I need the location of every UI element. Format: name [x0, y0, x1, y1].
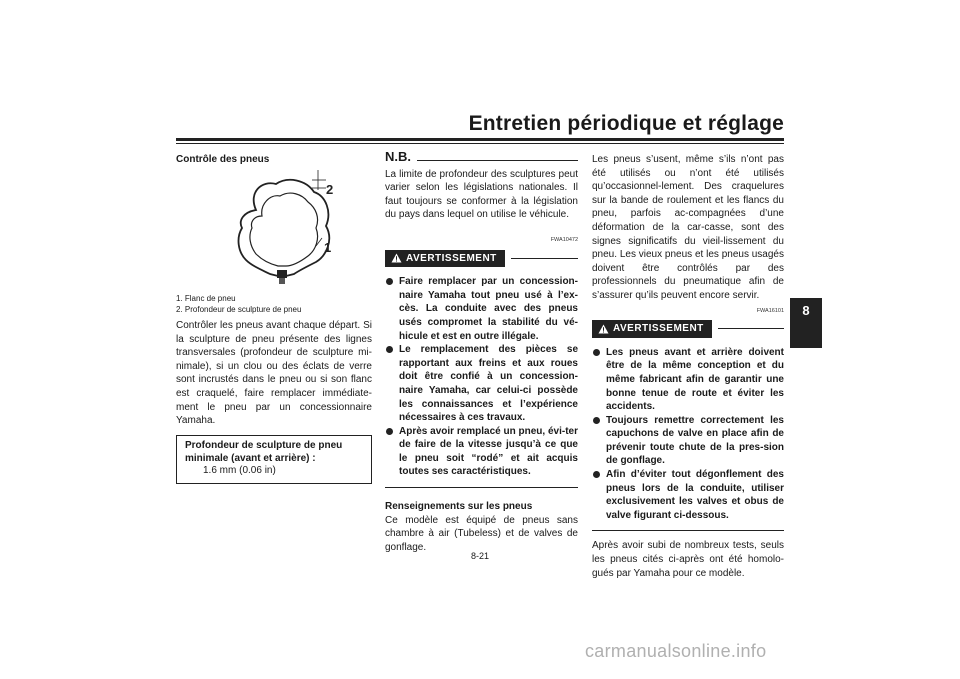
figure-label-1: 1 [324, 240, 332, 255]
warning-rule [511, 258, 578, 259]
warning-list [592, 346, 784, 523]
figure-captions [176, 294, 372, 315]
warning-item [385, 275, 578, 343]
left-body [176, 319, 372, 428]
bullet-icon [593, 471, 600, 478]
page-number: 8-21 [470, 551, 489, 561]
warning-badge [592, 320, 712, 338]
bullet-icon [386, 346, 393, 353]
warning-code: FWA16101 [756, 307, 784, 314]
header-rule-thin [176, 143, 784, 144]
warning-item [385, 343, 578, 425]
warning-text: Toujours remettre correctement les capuchons de valve en place afin de prévenir toute chute de la pres-sion de gonflage. [606, 414, 784, 467]
figure-label-2: 2 [326, 182, 334, 197]
middle-column [385, 150, 578, 554]
header-rule [176, 138, 784, 141]
chapter-tab[interactable]: 8 [790, 298, 822, 348]
warning-triangle-icon [598, 324, 609, 334]
warning-item [592, 468, 784, 522]
nb-heading [385, 150, 578, 164]
bullet-icon [386, 278, 393, 285]
warning-code: FWA10472 [550, 236, 578, 243]
warning-item [592, 346, 784, 414]
warning-header [385, 250, 578, 268]
warning-label: AVERTISSEMENT [406, 252, 497, 264]
body-paragraph: Contrôler les pneus avant chaque départ. Si la sculpture de pneu présente des lignes transversales (profondeur de sculpture mi-nimale), si un clou ou des éclats de verre sont incrustés dans le pneu ou si son flanc est craquelé, faire remplacer immédiate-ment le pneu par un concessionnaire Yamaha. [176, 320, 372, 427]
warning-text: Afin d’éviter tout dégonflement des pneus lors de la conduite, utiliser exclusivement les valves et obus de valve figurant ci-dessous. [606, 469, 784, 521]
right-column [592, 153, 784, 580]
tire-cross-section-diagram [176, 166, 372, 290]
spec-title: Profondeur de sculpture de pneu minimale (avant et arrière) : [185, 440, 343, 464]
bullet-icon [386, 428, 393, 435]
nb-text: La limite de profondeur des sculptures peut varier selon les législations nationales. Il faut toujours se conformer à la législation du pays dans lequel on utilise le véhicule. [385, 168, 578, 221]
warning-end-rule [592, 530, 784, 531]
warning-rule [718, 328, 784, 329]
watermark: carmanualsonline.info [585, 641, 767, 661]
left-column [176, 153, 372, 167]
warning-text: Le remplacement des pièces se rapportant aux freins et aux roues doit être confié à un concession-naire Yamaha, car celui-ci possède les connaissances et l’expérience nécessaires à ces travaux. [399, 344, 578, 424]
nb-rule [417, 160, 578, 161]
bullet-icon [593, 349, 600, 356]
warning-text: Les pneus avant et arrière doivent être de la même conception et du même fabricant afin de garantir une bonne tenue de route et éviter les accidents. [606, 346, 784, 413]
info-heading: Renseignements sur les pneus [385, 501, 533, 513]
spec-box [176, 435, 372, 484]
warning-badge [385, 250, 505, 268]
warning-item [592, 414, 784, 468]
warning-label: AVERTISSEMENT [613, 323, 704, 335]
bullet-icon [593, 417, 600, 424]
warning-triangle-icon [391, 253, 402, 263]
warning-text: Après avoir remplacé un pneu, évi-ter de faire de la vitesse jusqu’à ce que le pneu soit “rodé” et ait acquis toutes ses caractéristiques. [399, 425, 578, 478]
page-title: Entretien périodique et réglage [468, 112, 784, 135]
caption-item: 2. Profondeur de sculpture de pneu [176, 304, 302, 314]
nb-title: N.B. [385, 149, 411, 164]
warning-list [385, 275, 578, 479]
caption-item: 1. Flanc de pneu [176, 294, 236, 303]
warning-end-rule [385, 487, 578, 488]
spec-value: 1.6 mm (0.06 in) [203, 465, 276, 476]
intro-paragraph: Les pneus s’usent, même s’ils n’ont pas été utilisés ou n’ont été utilisés qu’occasionnel-lement. Des craquelures sur la bande de roulement et les flancs du pneu, parfois ac-compagnées d’une déformation de la car-casse, sont des signes significatifs du vieil-lissement du pneu. Les vieux pneus et les pneus usagés doivent être contrôlés par des professionnels du pneumatique afin de s’assurer qu’ils peuvent encore servir. [592, 154, 784, 301]
warning-header [592, 320, 784, 338]
section-heading: Contrôle des pneus [176, 154, 270, 165]
outro-paragraph: Après avoir subi de nombreux tests, seuls les pneus cités ci-après ont été homolo-gués par Yamaha pour ce modèle. [592, 540, 784, 579]
tire-figure [176, 166, 372, 290]
info-text: Ce modèle est équipé de pneus sans chambre à air (Tubeless) et de valves de gonflage. [385, 514, 578, 553]
warning-item [385, 425, 578, 479]
warning-text: Faire remplacer par un concession-naire Yamaha tout pneu usé à l’ex-cès. La conduite avec des pneus usés compromet la stabilité du vé-hicule et est en outre illégale. [399, 276, 578, 342]
